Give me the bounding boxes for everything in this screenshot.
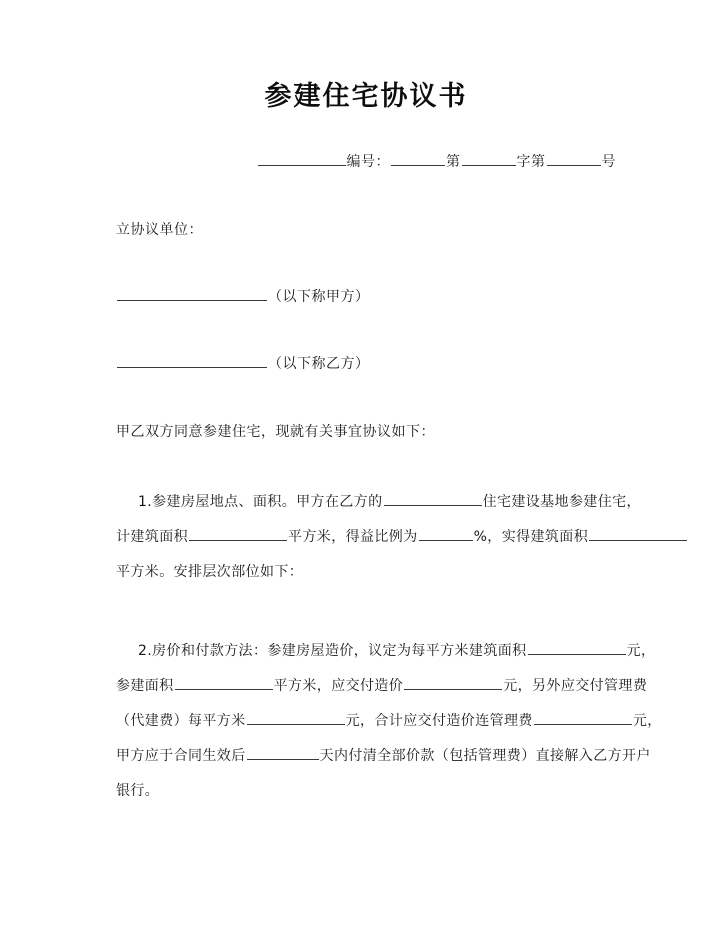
party-b-line bbox=[116, 353, 616, 373]
clause-2-text-2: 元， bbox=[626, 643, 656, 659]
party-b-label: （以下称乙方） bbox=[268, 356, 370, 372]
serial-di-label: 第 bbox=[446, 154, 461, 170]
party-b-blank[interactable] bbox=[117, 354, 267, 368]
serial-zidi-label: 字第 bbox=[516, 154, 546, 170]
party-a-blank[interactable] bbox=[117, 287, 267, 301]
party-a-label: （以下称甲方） bbox=[268, 289, 370, 305]
clause-2-text-6: （代建费）每平方米 bbox=[116, 713, 246, 729]
clause-1-blank-2[interactable] bbox=[189, 527, 287, 541]
clause-2 bbox=[116, 634, 662, 809]
clause-1-text-2: 住宅建设基地参建住宅， bbox=[482, 494, 641, 510]
clause-1 bbox=[116, 485, 641, 590]
party-a-line bbox=[116, 286, 616, 306]
clause-2-line-2 bbox=[116, 669, 648, 704]
clause-2-text-8: 元， bbox=[632, 713, 662, 729]
clause-2-line-3 bbox=[116, 704, 662, 739]
clause-1-line-1 bbox=[116, 485, 641, 520]
agreement-intro: 甲乙双方同意参建住宅，现就有关事宜协议如下： bbox=[116, 424, 435, 440]
clause-1-text-3: 计建筑面积 bbox=[116, 529, 188, 545]
clause-2-text-5: 元，另外应交付管理费 bbox=[503, 678, 648, 694]
clause-1-text-6: 平方米。安排层次部位如下： bbox=[116, 564, 304, 580]
clause-2-blank-5[interactable] bbox=[534, 711, 632, 725]
clause-1-text-1: 1.参建房屋地点、面积。甲方在乙方的 bbox=[138, 494, 383, 510]
page-title: 参建住宅协议书 bbox=[264, 81, 468, 112]
clause-1-text-5: %，实得建筑面积 bbox=[473, 529, 589, 545]
clause-1-line-2 bbox=[116, 520, 616, 555]
clause-2-text-10: 天内付清全部价款（包括管理费）直接解入乙方开户 bbox=[319, 748, 651, 764]
clause-2-blank-1[interactable] bbox=[528, 641, 626, 655]
clause-1-line-3 bbox=[116, 555, 616, 590]
clause-1-blank-4[interactable] bbox=[589, 527, 687, 541]
clause-1-blank-3[interactable] bbox=[419, 527, 473, 541]
clause-2-text-4: 平方米，应交付造价 bbox=[273, 678, 404, 694]
serial-number-line bbox=[116, 151, 616, 171]
clause-2-blank-3[interactable] bbox=[404, 676, 502, 690]
clause-2-text-3: 参建面积 bbox=[116, 678, 174, 694]
clause-2-text-1: 2.房价和付款方法：参建房屋造价，议定为每平方米建筑面积 bbox=[138, 643, 527, 659]
agreement-unit-label: 立协议单位： bbox=[116, 222, 203, 238]
serial-hao-label: 号 bbox=[601, 154, 616, 170]
clause-1-text-4: 平方米，得益比例为 bbox=[288, 529, 418, 545]
clause-2-text-9: 甲方应于合同生效后 bbox=[116, 748, 246, 764]
clause-2-text-11: 银行。 bbox=[116, 783, 160, 799]
serial-blank-3[interactable] bbox=[547, 152, 601, 166]
clause-2-blank-6[interactable] bbox=[247, 746, 319, 760]
clause-2-line-4 bbox=[116, 739, 651, 774]
clause-2-line-5 bbox=[116, 774, 616, 809]
clause-1-blank-1[interactable] bbox=[384, 492, 482, 506]
serial-blank-1[interactable] bbox=[391, 152, 445, 166]
clause-2-blank-2[interactable] bbox=[175, 676, 273, 690]
serial-blank-2[interactable] bbox=[462, 152, 516, 166]
clause-2-blank-4[interactable] bbox=[247, 711, 345, 725]
clause-2-line-1 bbox=[116, 634, 656, 669]
serial-prefix-blank[interactable] bbox=[258, 152, 346, 166]
clause-2-text-7: 元，合计应交付造价连管理费 bbox=[345, 713, 533, 729]
serial-number-label: 编号： bbox=[346, 154, 390, 170]
